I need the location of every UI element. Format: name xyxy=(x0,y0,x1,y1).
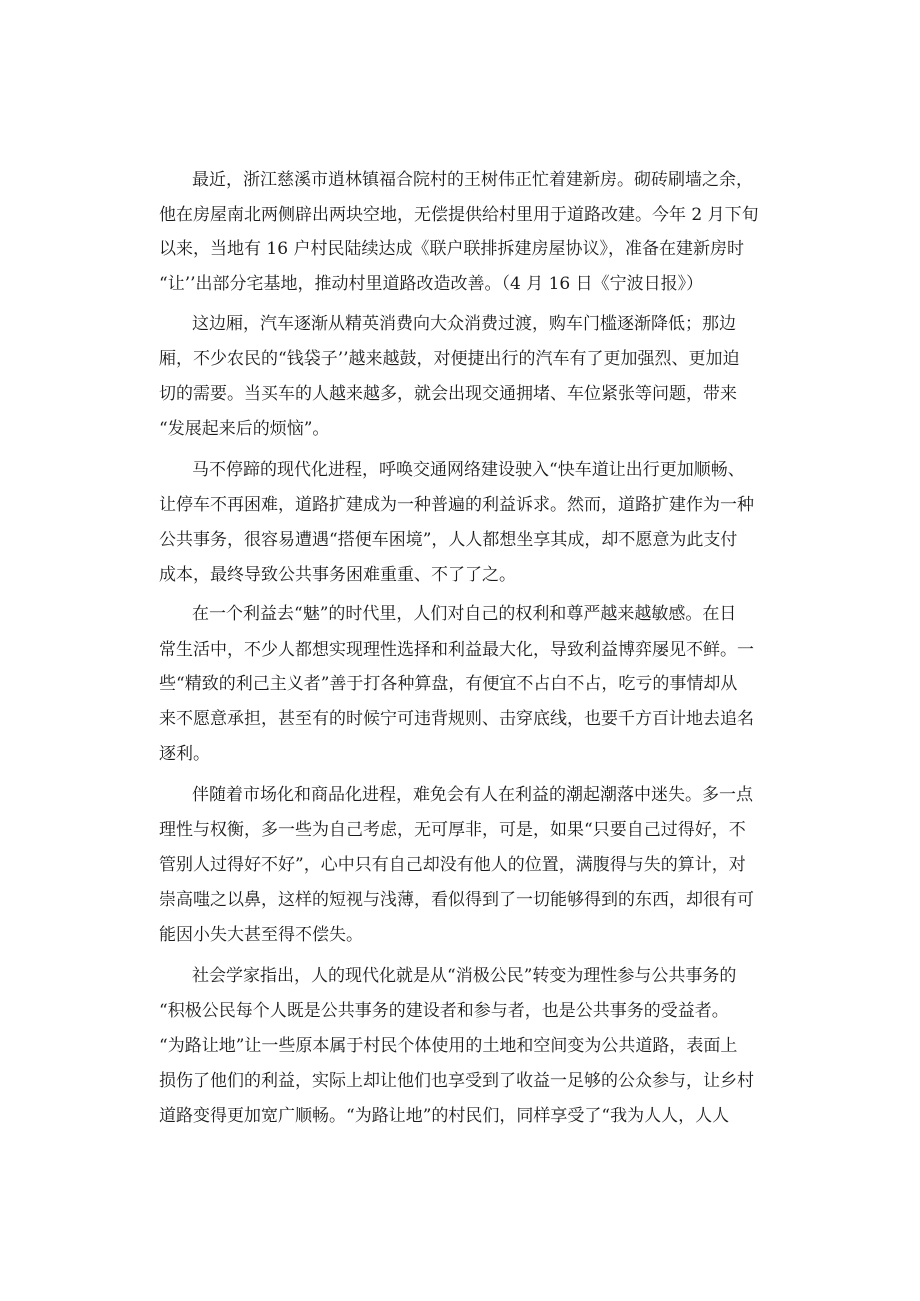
text-line: 公共事务，很容易遭遇“搭便车困境”，人人都想坐享其成，却不愿意为此支付 xyxy=(159,530,738,550)
text-line: 常生活中，不少人都想实现理性选择和利益最大化，导致利益博弈屡见不鲜。一 xyxy=(159,640,754,660)
text-line: 些“精致的利己主义者”善于打各种算盘，有便宜不占白不占，吃亏的事情却从 xyxy=(159,674,738,694)
text-line: 崇高嗤之以鼻，这样的短视与浅薄，看似得到了一切能够得到的东西，却很有可 xyxy=(159,890,754,910)
text-line: 社会学家指出，人的现代化就是从“消极公民”转变为理性参与公共事务的 xyxy=(192,966,737,986)
text-line: “发展起来后的烦恼”。 xyxy=(159,419,330,439)
text-line: 厢，不少农民的“钱袋子’’越来越鼓，对便捷出行的汽车有了更加强烈、更加迫 xyxy=(159,349,740,369)
text-line: 最近，浙江慈溪市逍林镇福合院村的王树伟正忙着建新房。砌砖刷墙之余， xyxy=(192,170,753,190)
text-line: “让’’出部分宅基地，推动村里道路改造改善。（4 月 16 日《宁波日报》） xyxy=(159,274,704,294)
text-line: 管别人过得好不好”，心中只有自己却没有他人的位置，满腹得与失的算计，对 xyxy=(159,855,746,875)
text-line: 他在房屋南北两侧辟出两块空地，无偿提供给村里用于道路改建。今年 2 月下旬 xyxy=(159,205,759,225)
text-line: 以来，当地有 16 户村民陆续达成《联户联排拆建房屋协议》，准备在建新房时 xyxy=(159,239,744,259)
text-line: 马不停蹄的现代化进程，呼唤交通网络建设驶入“快车道让出行更加顺畅、 xyxy=(192,460,745,480)
text-line: “为路让地”让一些原本属于村民个体使用的土地和空间变为公共道路，表面上 xyxy=(159,1036,738,1056)
text-line: 来不愿意承担，甚至有的时候宁可违背规则、击穿底线，也要千方百计地去追名 xyxy=(159,709,754,729)
text-line: 成本，最终导致公共事务困难重重、不了了之。 xyxy=(159,565,516,585)
text-line: 损伤了他们的利益，实际上却让他们也享受到了收益一足够的公众参与，让乡村 xyxy=(159,1071,754,1091)
text-line: “积极公民每个人既是公共事务的建设者和参与者，也是公共事务的受益者。 xyxy=(159,1001,729,1021)
text-line: 在一个利益去“魅”的时代里，人们对自己的权利和尊严越来越敏感。在日 xyxy=(192,604,737,624)
text-line: 逐利。 xyxy=(159,744,210,764)
text-line: 能因小失大甚至得不偿失。 xyxy=(159,925,363,945)
text-line: 让停车不再困难，道路扩建成为一种普遍的利益诉求。然而，道路扩建作为一种 xyxy=(159,495,754,515)
text-line: 伴随着市场化和商品化进程，难免会有人在利益的潮起潮落中迷失。多一点 xyxy=(192,785,753,805)
text-line: 这边厢，汽车逐渐从精英消费向大众消费过渡，购车门槛逐渐降低；那边 xyxy=(192,314,736,334)
text-line: 切的需要。当买车的人越来越多，就会出现交通拥堵、车位紧张等问题，带来 xyxy=(159,384,737,404)
text-line: 理性与权衡，多一些为自己考虑，无可厚非，可是，如果“只要自己过得好，不 xyxy=(159,820,746,840)
text-line: 道路变得更加宽广顺畅。“为路让地”的村民们，同样享受了“我为人人，人人 xyxy=(159,1106,730,1126)
